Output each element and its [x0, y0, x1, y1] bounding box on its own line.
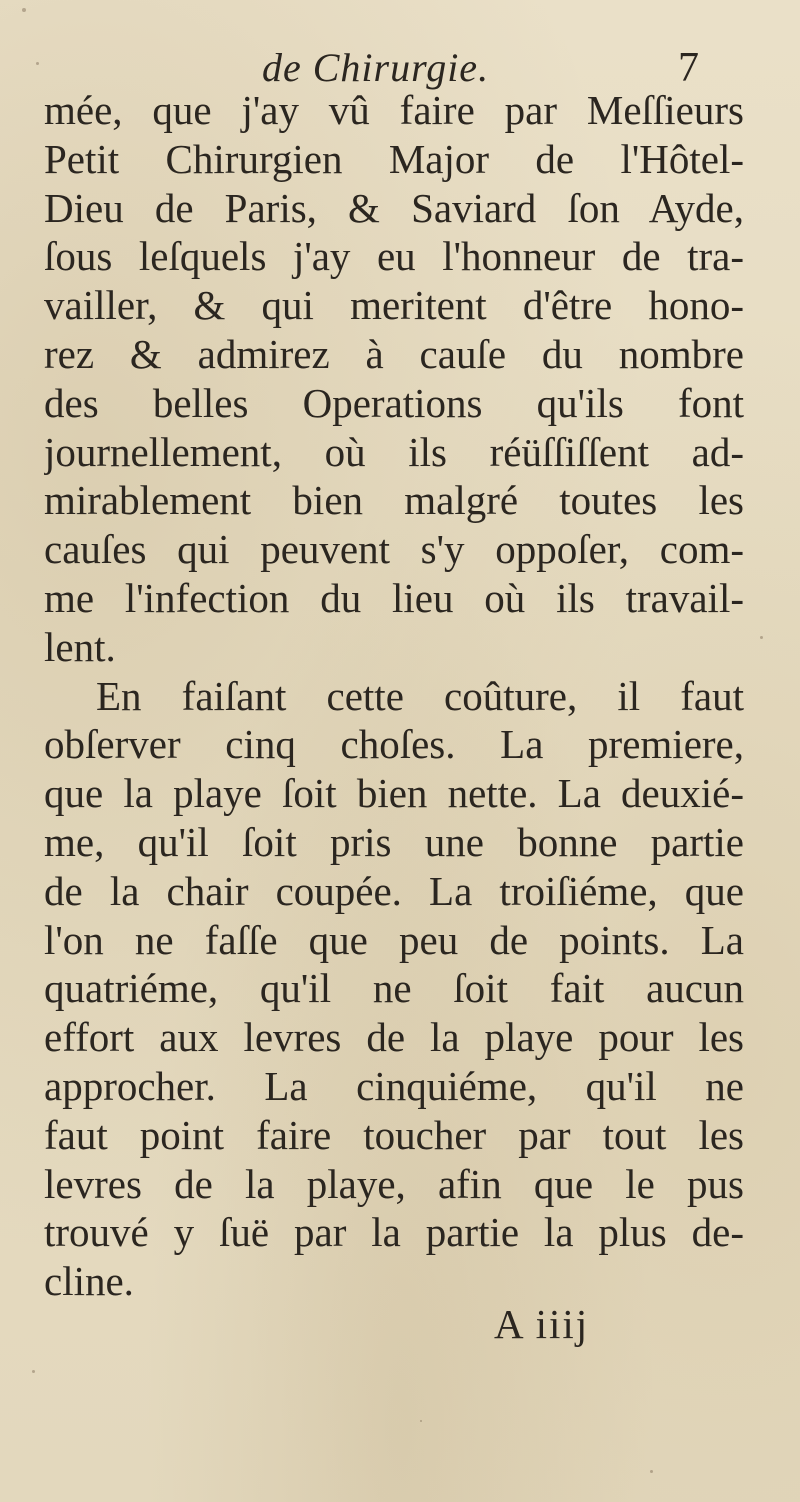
paper-speck	[22, 8, 26, 12]
text-line: Petit Chirurgien Major de l'Hôtel-	[44, 135, 744, 182]
text-line: quatriéme, qu'il ne ſoit fait aucun	[44, 965, 744, 1012]
text-line: cauſes qui peuvent s'y oppoſer, com-	[44, 526, 744, 573]
paper-speck	[760, 636, 763, 639]
text-line: des belles Operations qu'ils font	[44, 379, 744, 426]
text-line: l'on ne faſſe que peu de points. La	[44, 916, 744, 963]
text-line-paragraph-end: lent.	[44, 623, 116, 670]
text-line: me l'infection du lieu où ils travail-	[44, 574, 744, 621]
text-line: de la chair coupée. La troiſiéme, que	[44, 867, 744, 914]
text-line: Dieu de Paris, & Saviard ſon Ayde,	[44, 184, 744, 231]
text-line: trouvé y ſuë par la partie la plus de-	[44, 1209, 744, 1256]
text-line: mirablement bien malgré toutes les	[44, 477, 744, 524]
text-line: me, qu'il ſoit pris une bonne partie	[44, 818, 744, 865]
text-line: vailler, & qui meritent d'être hono-	[44, 282, 744, 329]
text-line: faut point faire toucher par tout les	[44, 1111, 744, 1158]
paper-speck	[32, 1370, 35, 1373]
text-line-paragraph-end: cline.	[44, 1258, 134, 1305]
body-text	[44, 86, 744, 1306]
text-line: effort aux levres de la playe pour les	[44, 1014, 744, 1061]
text-line: obſerver cinq choſes. La premiere,	[44, 721, 744, 768]
text-line-paragraph-start: En faiſant cette coûture, il faut	[96, 672, 744, 719]
text-line: que la playe ſoit bien nette. La deuxié-	[44, 770, 744, 817]
text-line: mée, que j'ay vû faire par Meſſieurs	[44, 87, 744, 133]
paper-speck	[420, 1420, 422, 1422]
text-line: levres de la playe, afin que le pus	[44, 1160, 744, 1207]
running-title: de Chirurgie.	[262, 45, 490, 90]
paper-speck	[650, 1470, 653, 1473]
signature-mark: A iiij	[494, 1301, 590, 1347]
text-line: rez & admirez à cauſe du nombre	[44, 330, 744, 377]
text-line: approcher. La cinquiéme, qu'il ne	[44, 1062, 744, 1109]
page-number: 7	[678, 45, 699, 91]
text-line: journellement, où ils réüſſiſſent ad-	[44, 428, 744, 475]
text-line: ſous leſquels j'ay eu l'honneur de tra-	[44, 233, 744, 280]
